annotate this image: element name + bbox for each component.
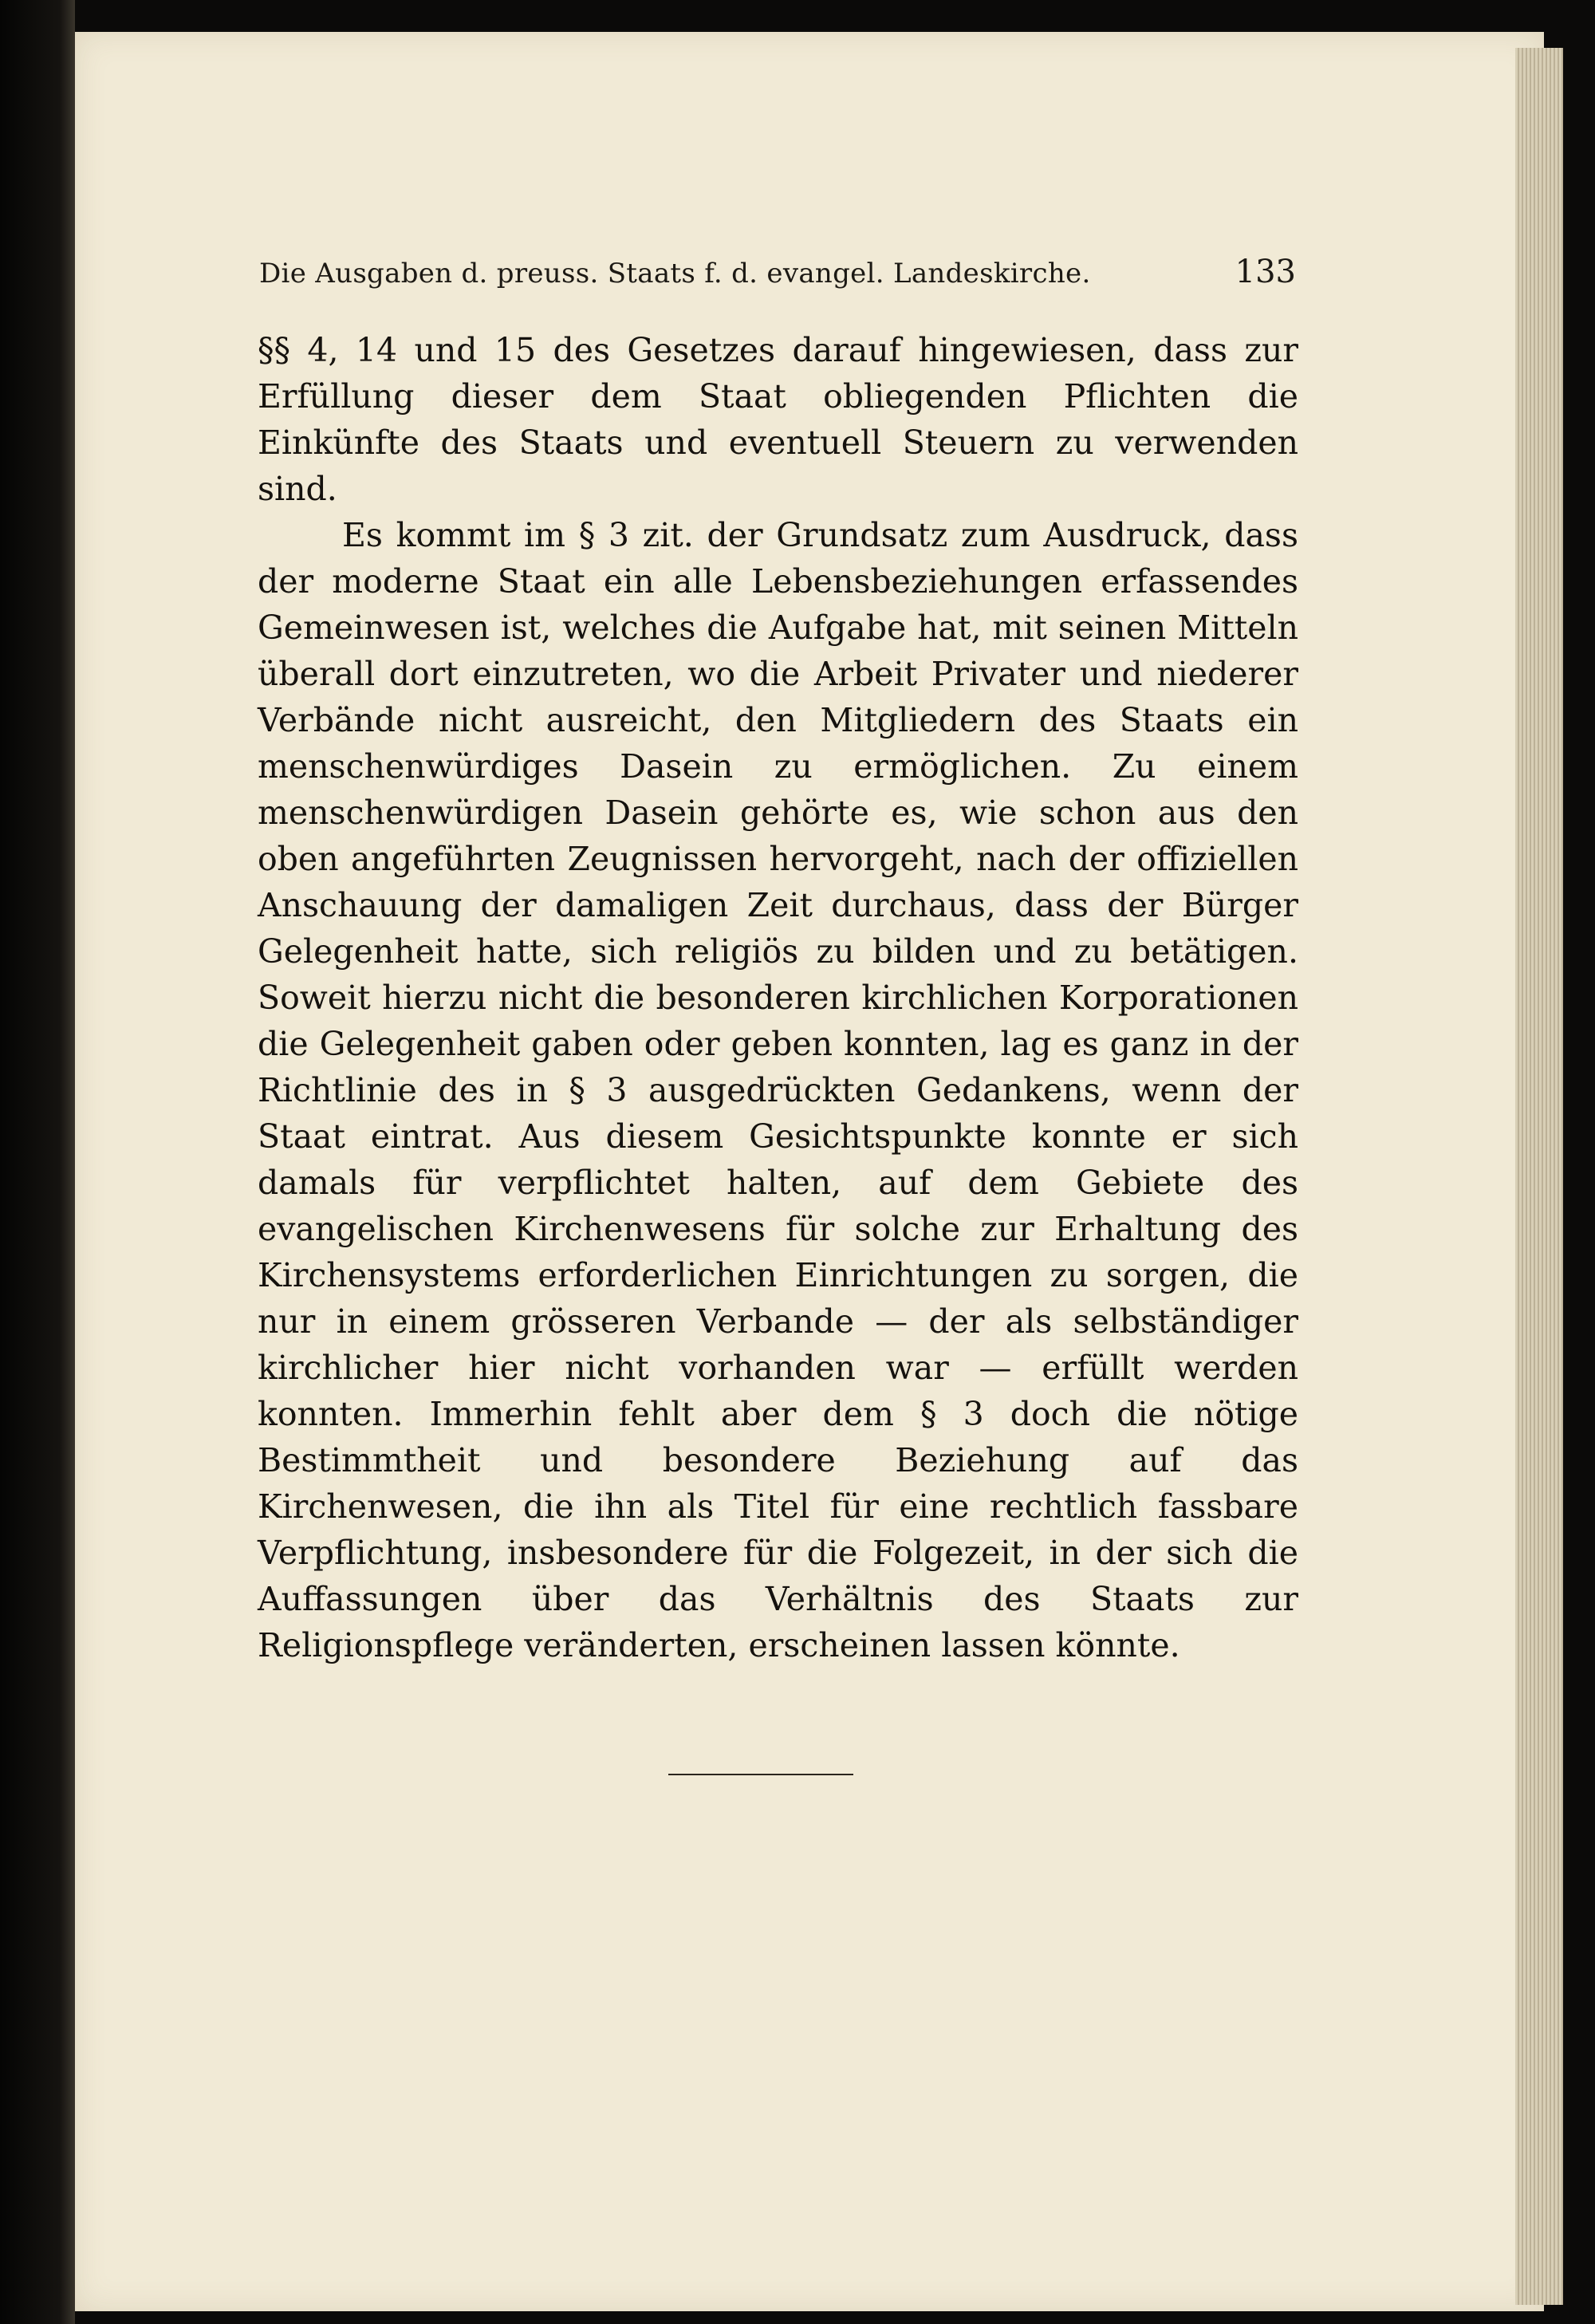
page-number: 133 (1235, 254, 1296, 290)
paragraph-1: §§ 4, 14 und 15 des Gesetzes darauf hingewiesen, dass zur Erfüllung dieser dem Staat obliegenden Pflichten die Einkünfte des Staats und eventuell Steuern zu verwenden sind. (258, 331, 1298, 508)
scan-background-left (0, 0, 75, 2324)
page-header (259, 254, 1296, 301)
running-title: Die Ausgaben d. preuss. Staats f. d. evangel. Landeskirche. (259, 258, 1091, 290)
paragraph-2: Es kommt im § 3 zit. der Grundsatz zum Ausdruck, dass der moderne Staat ein alle Lebensbeziehungen erfassendes Gemeinwesen ist, welches die Aufgabe hat, mit seinen Mitteln überall dort einzutreten, wo die Arbeit Privater und niederer Verbände nicht ausreicht, den Mitgliedern des Staats ein menschenwürdiges Dasein zu ermöglichen. Zu einem menschenwürdigen Dasein gehörte es, wie schon aus den oben angeführten Zeugnissen hervorgeht, nach der offiziellen Anschauung der damaligen Zeit durchaus, dass der Bürger Gelegenheit hatte, sich religiös zu bilden und zu betätigen. Soweit hierzu nicht die besonderen kirchlichen Korporationen die Gelegenheit gaben oder geben konnten, lag es ganz in der Richtlinie des in § 3 ausgedrückten Gedankens, wenn der Staat eintrat. Aus diesem Gesichtspunkte konnte er sich damals für verpflichtet halten, auf dem Gebiete des evangelischen Kirchenwesens für solche zur Erhaltung des Kirchensystems erforderlichen Einrichtungen zu sorgen, die nur in einem grösseren Verbande — der als selbständiger kirchlicher hier nicht vorhanden war — erfüllt werden konnten. Immerhin fehlt aber dem § 3 doch die nötige Bestimmtheit und besondere Beziehung auf das Kirchenwesen, die ihn als Titel für eine rechtlich fassbare Verpflichtung, insbesondere für die Folgezeit, in der sich die Auffassungen über das Verhältnis des Staats zur Religionspflege veränderten, erscheinen lassen könnte. (258, 516, 1298, 1664)
page-edges (1515, 48, 1563, 2305)
body-text (258, 327, 1298, 1668)
section-divider-rule (668, 1774, 853, 1775)
